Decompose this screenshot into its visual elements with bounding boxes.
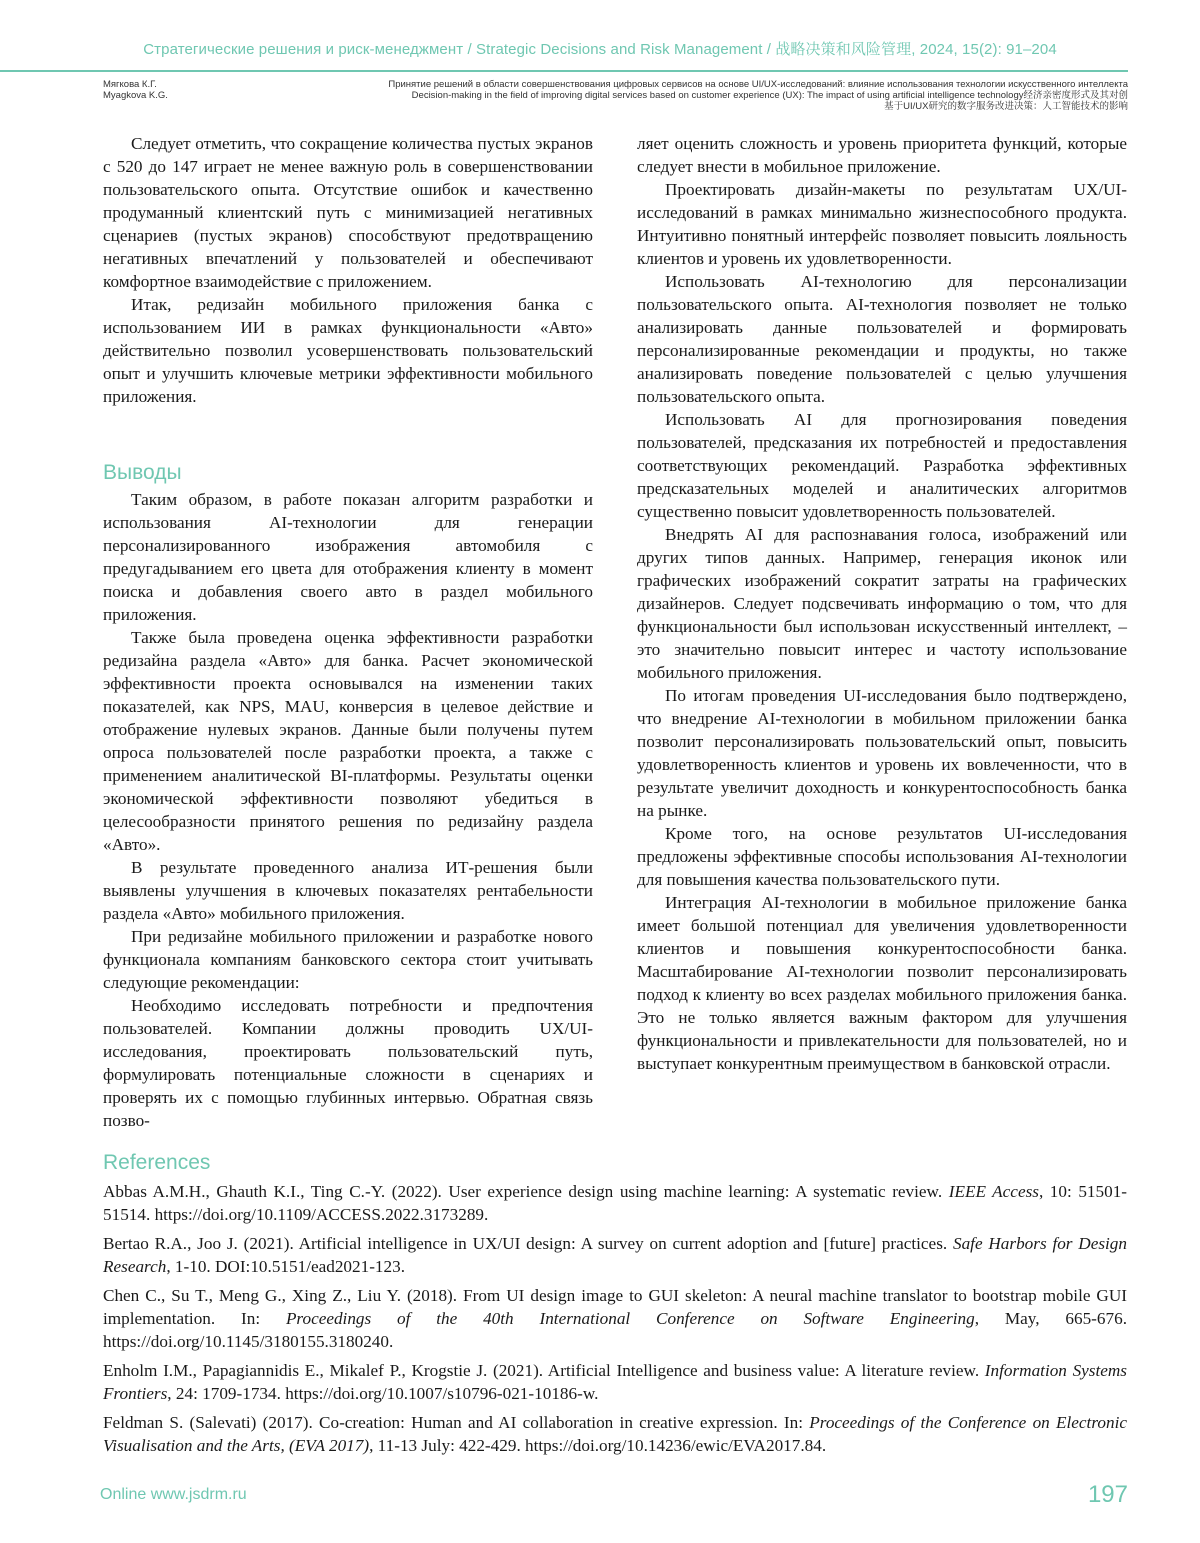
reference-text: Bertao R.A., Joo J. (2021). Artificial intelligence in UX/UI design: A survey on current adoption and [future] practices. [103,1234,953,1253]
paragraph: Также была проведена оценка эффективности разработки редизайна раздела «Авто» для банка. Расчет экономической эффективности проекта основывался на изменении таких показателей, как NPS, MAU, конверсия в целевое действие и отображение нулевых экранов. Данные были получены путем опроса пользователей после разработки проекта, а также с применением аналитической BI-платформы. Результаты оценки экономической эффективности позволяют убедиться в целесообразности принятого решения по редизайну раздела «Авто». [103,628,593,854]
author-ru: Мягкова К.Г. [103,79,157,90]
reference-source: Safe Harbors for Design Research [103,1234,1127,1276]
reference-text: Enholm I.M., Papagiannidis E., Mikalef P., Krogstie J. (2021). Artificial Intelligence and business value: A literature review. [103,1361,985,1380]
reference-details: , 24: 1709-1734. https://doi.org/10.1007/s10796-021-10186-w. [167,1384,599,1403]
paragraph: Использовать AI-технологию для персонализации пользовательского опыта. AI-технология позволяет не только анализировать данные пользователей и формировать персонализированные рекомендации и продукты, но также анализировать поведение пользователей с целью улучшения пользовательского опыта. [637,272,1127,406]
reference-source: IEEE Access [948,1182,1039,1201]
reference-details: , 10: 51501-51514. https://doi.org/10.1109/ACCESS.2022.3173289. [103,1182,1128,1224]
title-ru: Принятие решений в области совершенствования цифровых сервисов на основе UI/UX-исследований: влияние использования технологии искусственного интеллекта [388,79,1128,90]
paragraph: Кроме того, на основе результатов UI-исследования предложены эффективные способы использования AI-технологии для повышения качества пользовательского пути. [637,824,1127,889]
reference-source: Information Systems Frontiers [103,1361,1127,1403]
reference-item [103,1359,1127,1405]
left-column [103,132,593,1132]
reference-source: Proceedings of the 40th International Conference on Software Engineering [285,1309,975,1328]
paragraph: ляет оценить сложность и уровень приоритета функций, которые следует внести в мобильное приложение. [637,134,1127,176]
reference-details: , May, 665-676. https://doi.org/10.1145/3180155.3180240. [103,1309,1127,1351]
title-zh: 基于UI/UX研究的数字服务改进决策：人工智能技术的影响 [884,101,1128,112]
paragraph: Внедрять AI для распознавания голоса, изображений или других типов данных. Например, генерация иконок или графических изображений сократит затраты на графических дизайнеров. Следует подсвечивать информацию о том, что для функциональности был использован искусственный интеллект, – это значительно повысит интерес и частоту использование мобильного приложения. [637,525,1127,682]
reference-item [103,1232,1127,1278]
running-head-authors [103,79,168,101]
reference-details: , 1-10. DOI:10.5151/ead2021-123. [166,1257,405,1276]
references-section [103,1150,1127,1463]
title-en: Decision-making in the field of improving digital services based on customer experience (UX): The impact of using artificial intelligence technology经济亲密度形式及其对创 [411,90,1128,101]
paragraph: По итогам проведения UI-исследования было подтверждено, что внедрение AI-технологии в мобильном приложении банка позволит персонализировать пользовательский опыт, повысить удовлетворенность клиентов и уровень их вовлеченности, что в результате увеличит доходность и конкурентоспособность банка на рынке. [637,686,1127,820]
reference-source: Proceedings of the Conference on Electronic Visualisation and the Arts, (EVA 2017) [103,1413,1127,1455]
paragraph: Проектировать дизайн-макеты по результатам UX/UI-исследований в рамках минимально жизнеспособного продукта. Интуитивно понятный интерфейс позволяет повысить лояльность клиентов и уровень их удовлетворенности. [637,180,1127,268]
page-number: 197 [1087,1481,1128,1508]
paragraph: Необходимо исследовать потребности и предпочтения пользователей. Компании должны проводить UX/UI-исследования, проектировать пользовательский путь, формулировать потенциальные сложности в сценариях и проверять их с помощью глубинных интервью. Обратная связь позво- [103,996,593,1130]
right-column [637,132,1127,1075]
running-head-title [388,79,1128,112]
reference-item [103,1180,1127,1226]
paragraph: В результате проведенного анализа ИТ-решения были выявлены улучшения в ключевых показателях рентабельности раздела «Авто» мобильного приложения. [103,858,593,923]
paragraph: Итак, редизайн мобильного приложения банка с использованием ИИ в рамках функциональности «Авто» действительно позволил усовершенствовать пользовательский опыт и улучшить ключевые метрики эффективности мобильного приложения. [103,295,593,406]
references-heading: References [103,1151,211,1174]
paragraph: Таким образом, в работе показан алгоритм разработки и использования AI-технологии для генерации персонализированного изображения автомобиля с предугадыванием его цвета для отображения клиенту в момент поиска и добавления своего авто в раздел мобильного приложения. [103,490,593,624]
reference-item [103,1284,1127,1353]
reference-text: Abbas A.M.H., Ghauth K.I., Ting C.-Y. (2022). User experience design using machine learning: A systematic review. [103,1182,949,1201]
paragraph: Интеграция AI-технологии в мобильное приложение банка имеет большой потенциал для увеличения удовлетворенности клиентов и повышения конкурентоспособности банка. Масштабирование AI-технологии позволит персонализировать подход к клиенту во всех разделах мобильного приложения банка. Это не только является важным фактором для улучшения функциональности и привлекательности для пользователей, но и выступает конкурентным преимуществом в банковской отрасли. [637,893,1127,1073]
footer-website-link[interactable]: Online www.jsdrm.ru [100,1486,247,1503]
reference-text: Feldman S. (Salevati) (2017). Co-creation: Human and AI collaboration in creative expression. In: [103,1413,810,1432]
reference-text: Chen C., Su T., Meng G., Xing Z., Liu Y. (2018). From UI design image to GUI skeleton: A neural machine translator to bootstrap mobile GUI implementation. In: [103,1286,1127,1328]
reference-item [103,1411,1127,1457]
reference-details: , 11-13 July: 422-429. https://doi.org/10.14236/ewic/EVA2017.84. [369,1436,827,1455]
paragraph: Использовать AI для прогнозирования поведения пользователей, предсказания их потребностей и предоставления соответствующих рекомендаций. Разработка эффективных предсказательных моделей и аналитических алгоритмов существенно повысит удовлетворенность пользователей. [637,410,1127,521]
conclusions-heading: Выводы [103,461,182,484]
author-en: Myagkova K.G. [103,90,168,101]
journal-header: Стратегические решения и риск-менеджмент / Strategic Decisions and Risk Management / 战略决策和风险管理, 2024, 15(2): 91–204 [143,41,1057,58]
paragraph: Следует отметить, что сокращение количества пустых экранов с 520 до 147 играет не менее важную роль в совершенствовании пользовательского опыта. Отсутствие ошибок и качественно продуманный клиентский путь с минимизацией негативных сценариев (пустых экранов) способствуют предотвращению негативных впечатлений у пользователей и обеспечивают комфортное взаимодействие с приложением. [103,134,593,291]
paragraph: При редизайне мобильного приложении и разработке нового функционала компаниям банковского сектора стоит учитывать следующие рекомендации: [103,927,593,992]
header-divider [0,70,1128,72]
